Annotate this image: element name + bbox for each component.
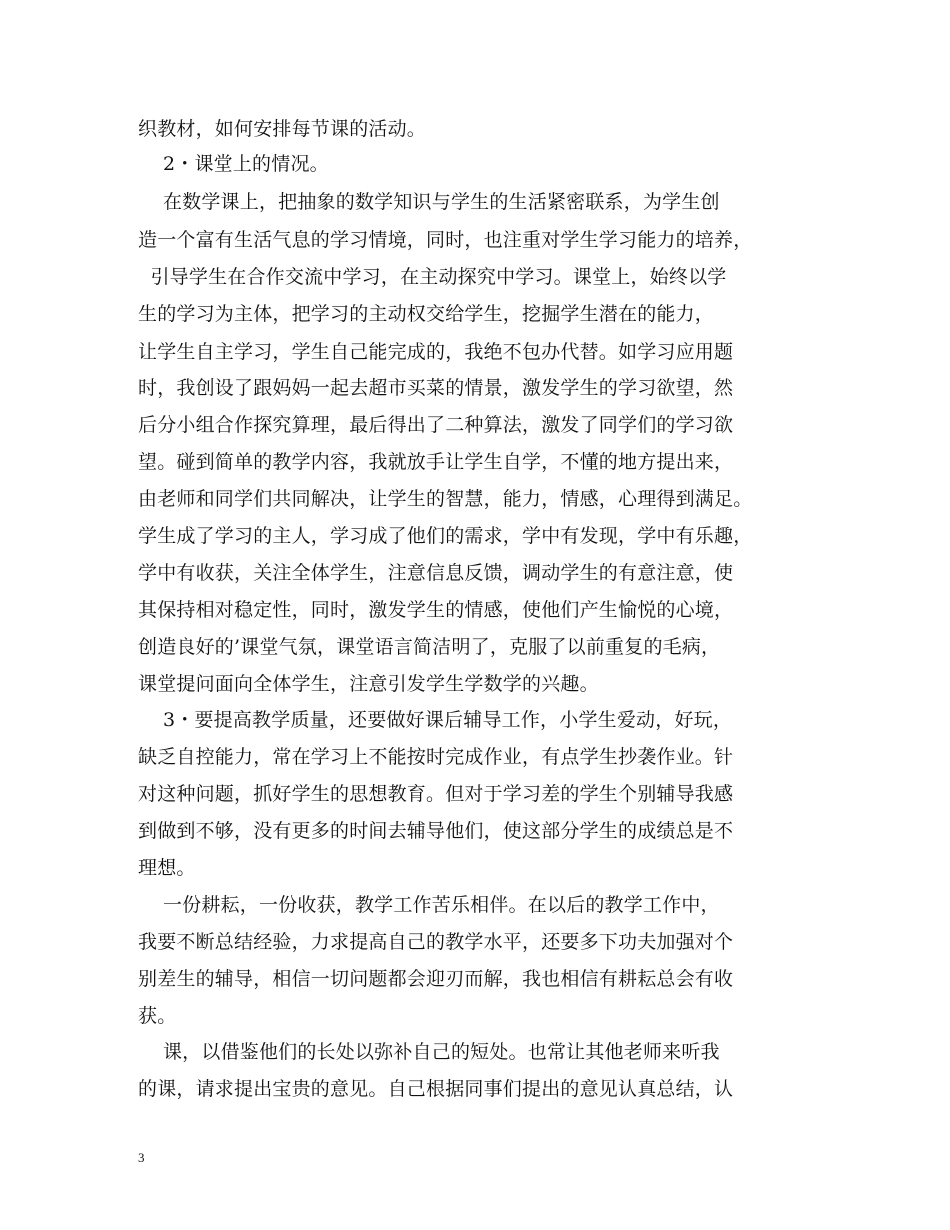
text-line: 2・课堂上的情况。	[138, 153, 329, 175]
text-line: 课，以借鉴他们的长处以弥补自己的短处。也常让其他老师来听我	[138, 1041, 720, 1063]
text-line: 获。	[138, 1005, 177, 1027]
text-line: 3・要提高教学质量，还要做好课后辅导工作，小学生爱动，好玩，	[138, 709, 733, 731]
text-line: 的课，请求提出宝贵的意见。自己根据同事们提出的意见认真总结，认	[138, 1078, 734, 1100]
text-line: 到做到不够，没有更多的时间去辅导他们，使这部分学生的成绩总是不	[138, 820, 734, 842]
text-line: 学生成了学习的主人，学习成了他们的需求，学中有发现，学中有乐趣，	[138, 525, 753, 547]
text-line: 织教材，如何安排每节课的活动。	[138, 118, 427, 140]
text-line: 望。碰到简单的教学内容，我就放手让学生自学，不懂的地方提出来，	[138, 451, 734, 473]
text-line: 别差生的辅导，相信一切问题都会迎刃而解，我也相信有耕耘总会有收	[138, 968, 734, 990]
text-line: 对这种问题，抓好学生的思想教育。但对于学习差的学生个别辅导我感	[138, 783, 734, 805]
text-line: 我要不断总结经验，力求提高自己的教学水平，还要多下功夫加强对个	[138, 931, 734, 953]
text-line: 时，我创设了跟妈妈一起去超市买菜的情景，激发学生的学习欲望，然	[138, 377, 734, 399]
text-line: 由老师和同学们共同解决，让学生的智慧，能力，情感，心理得到满足。	[138, 488, 753, 510]
text-line: 理想。	[138, 857, 196, 879]
text-line: 让学生自主学习，学生自己能完成的，我绝不包办代替。如学习应用题	[138, 341, 734, 363]
text-line: 在数学课上，把抽象的数学知识与学生的生活紧密联系，为学生创	[138, 191, 720, 213]
text-line: 引导学生在合作交流中学习，在主动探究中学习。课堂上，始终以学	[138, 266, 727, 288]
text-line: 造一个富有生活气息的学习情境，同时，也注重对学生学习能力的培养，	[138, 229, 753, 251]
text-line: 一份耕耘，一份收获，教学工作苦乐相伴。在以后的教学工作中，	[138, 894, 720, 916]
text-line: 创造良好的’课堂气氛，课堂语言简洁明了，克服了以前重复的毛病，	[138, 636, 721, 658]
page-number: 3	[138, 1150, 145, 1165]
text-line: 学中有收获，关注全体学生，注意信息反馈，调动学生的有意注意，使	[138, 562, 734, 584]
text-line: 课堂提问面向全体学生，注意引发学生学数学的兴趣。	[138, 673, 599, 695]
text-line: 其保持相对稳定性，同时，激发学生的情感，使他们产生愉悦的心境，	[138, 599, 734, 621]
text-line: 生的学习为主体，把学习的主动权交给学生，挖掘学生潜在的能力，	[138, 303, 715, 325]
text-line: 缺乏自控能力，常在学习上不能按时完成作业，有点学生抄袭作业。针	[138, 746, 734, 768]
text-line: 后分小组合作探究算理，最后得出了二种算法，激发了同学们的学习欲	[138, 414, 734, 436]
